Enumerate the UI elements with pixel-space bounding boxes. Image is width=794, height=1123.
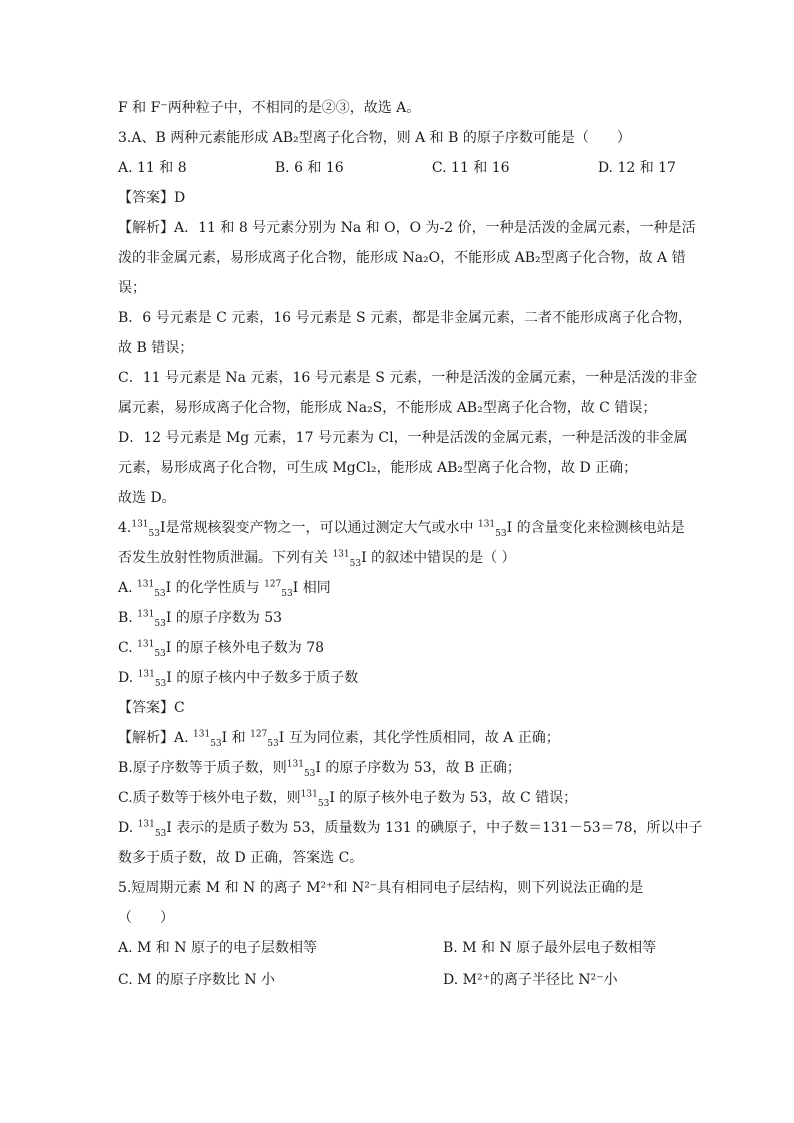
explanation-line: 数多于质子数，故 D 正确，答案选 C。 bbox=[118, 850, 364, 866]
option-d: D. $^{131}_{53}$I 的原子核内中子数多于质子数 bbox=[118, 669, 359, 689]
option-a: A. 11 和 8 bbox=[118, 160, 187, 176]
isotope-i131: $^{131}_{53}$I bbox=[477, 519, 513, 539]
isotope-i127: $^{127}_{53}$I bbox=[264, 579, 299, 599]
explanation-line: D. $^{131}_{53}$I 表示的是质子数为 53，质量数为 131 的碘原子，中子数＝131－53＝78，所以中子 bbox=[118, 819, 703, 839]
isotope-i131: $^{131}_{53}$I bbox=[137, 639, 172, 659]
isotope-i131: $^{131}_{53}$I bbox=[131, 519, 166, 539]
explanation-line: 属元素，易形成离子化合物，能形成 Na₂S，不能形成 AB₂型离子化合物，故 C 错误； bbox=[118, 400, 657, 416]
explanation-line: 【解析】A．11 和 8 号元素分别为 Na 和 O，O 为-2 价，一种是活泼的金属元素，一种是活 bbox=[118, 220, 696, 236]
isotope-i131: $^{131}_{53}$I bbox=[193, 729, 228, 749]
answer-label: 【答案】C bbox=[118, 700, 185, 716]
option-c: C. 11 和 16 bbox=[431, 160, 510, 176]
isotope-i131: $^{131}_{53}$I bbox=[300, 789, 335, 809]
question-4-stem: 4.$^{131}_{53}$I是常规核裂变产物之一，可以通过测定大气或水中 $^{131}_{53}$I 的含量变化来检测核电站是 bbox=[118, 519, 685, 539]
question-3-options bbox=[118, 157, 676, 179]
option-b: B. 6 和 16 bbox=[274, 160, 344, 176]
option-a: A. M 和 N 原子的电子层数相等 bbox=[118, 940, 317, 956]
explanation-line: 故选 D。 bbox=[118, 490, 176, 506]
isotope-i131: $^{131}_{53}$I bbox=[137, 669, 172, 689]
text-line: F 和 F⁻两种粒子中，不相同的是②③，故选 A。 bbox=[118, 100, 421, 116]
isotope-i131: $^{131}_{53}$I bbox=[332, 549, 367, 569]
explanation-line: B．6 号元素是 C 元素，16 号元素是 S 元素，都是非金属元素，二者不能形成离子化合物， bbox=[118, 310, 693, 326]
option-b: B. M 和 N 原子最外层电子数相等 bbox=[443, 940, 657, 956]
explanation-line: 元素，易形成离子化合物，可生成 MgCl₂，能形成 AB₂型离子化合物，故 D 正确； bbox=[118, 460, 638, 476]
isotope-i131: $^{131}_{53}$I bbox=[137, 819, 172, 839]
explanation-line: 泼的非金属元素，易形成离子化合物，能形成 Na₂O，不能形成 AB₂型离子化合物，故 A 错 bbox=[118, 250, 686, 266]
option-c: C. M 的原子序数比 N 小 bbox=[118, 972, 276, 988]
question-5-stem: 5.短周期元素 M 和 N 的离子 M²⁺和 N²⁻具有相同电子层结构，则下列说法正确的是 bbox=[118, 880, 644, 896]
option-b: B. $^{131}_{53}$I 的原子序数为 53 bbox=[118, 609, 283, 629]
option-a: A. $^{131}_{53}$I 的化学性质与 $^{127}_{53}$I 相同 bbox=[118, 579, 331, 599]
answer-label: 【答案】D bbox=[118, 190, 186, 206]
explanation-line: 故 B 错误； bbox=[118, 340, 194, 356]
isotope-i131: $^{131}_{53}$I bbox=[137, 609, 172, 629]
question-4-stem-cont: 否发生放射性物质泄漏。下列有关 $^{131}_{53}$I 的叙述中错误的是（ ） bbox=[118, 549, 516, 569]
explanation-line: C．11 号元素是 Na 元素，16 号元素是 S 元素，一种是活泼的金属元素，一种是活泼的非金 bbox=[118, 370, 698, 386]
isotope-i131: $^{131}_{53}$I bbox=[286, 759, 321, 779]
explanation-line: D．12 号元素是 Mg 元素，17 号元素为 Cl，一种是活泼的金属元素，一种是活泼的非金属 bbox=[118, 430, 688, 446]
question-3-stem: 3.A、B 两种元素能形成 AB₂型离子化合物，则 A 和 B 的原子序数可能是（ ） bbox=[118, 130, 631, 146]
isotope-i131: $^{131}_{53}$I bbox=[137, 579, 172, 599]
explanation-line: B.原子序数等于质子数，则$^{131}_{53}$I 的原子序数为 53，故 B 正确； bbox=[118, 759, 521, 779]
question-5-options-row2 bbox=[118, 969, 678, 991]
question-5-options-row1 bbox=[118, 937, 678, 959]
explanation-line: C.质子数等于核外电子数，则$^{131}_{53}$I 的原子核外电子数为 53，故 C 错误； bbox=[118, 789, 578, 809]
explanation-line: 误； bbox=[118, 280, 146, 296]
option-d: D. M²⁺的离子半径比 N²⁻小 bbox=[443, 972, 618, 988]
option-c: C. $^{131}_{53}$I 的原子核外电子数为 78 bbox=[118, 639, 325, 659]
option-d: D. 12 和 17 bbox=[597, 160, 676, 176]
explanation-line: 【解析】A. $^{131}_{53}$I 和 $^{127}_{53}$I 互为同位素，其化学性质相同，故 A 正确； bbox=[118, 729, 560, 749]
question-5-stem-cont: （ ） bbox=[118, 910, 174, 926]
document-page bbox=[118, 97, 703, 1001]
isotope-i127: $^{127}_{53}$I bbox=[250, 729, 285, 749]
